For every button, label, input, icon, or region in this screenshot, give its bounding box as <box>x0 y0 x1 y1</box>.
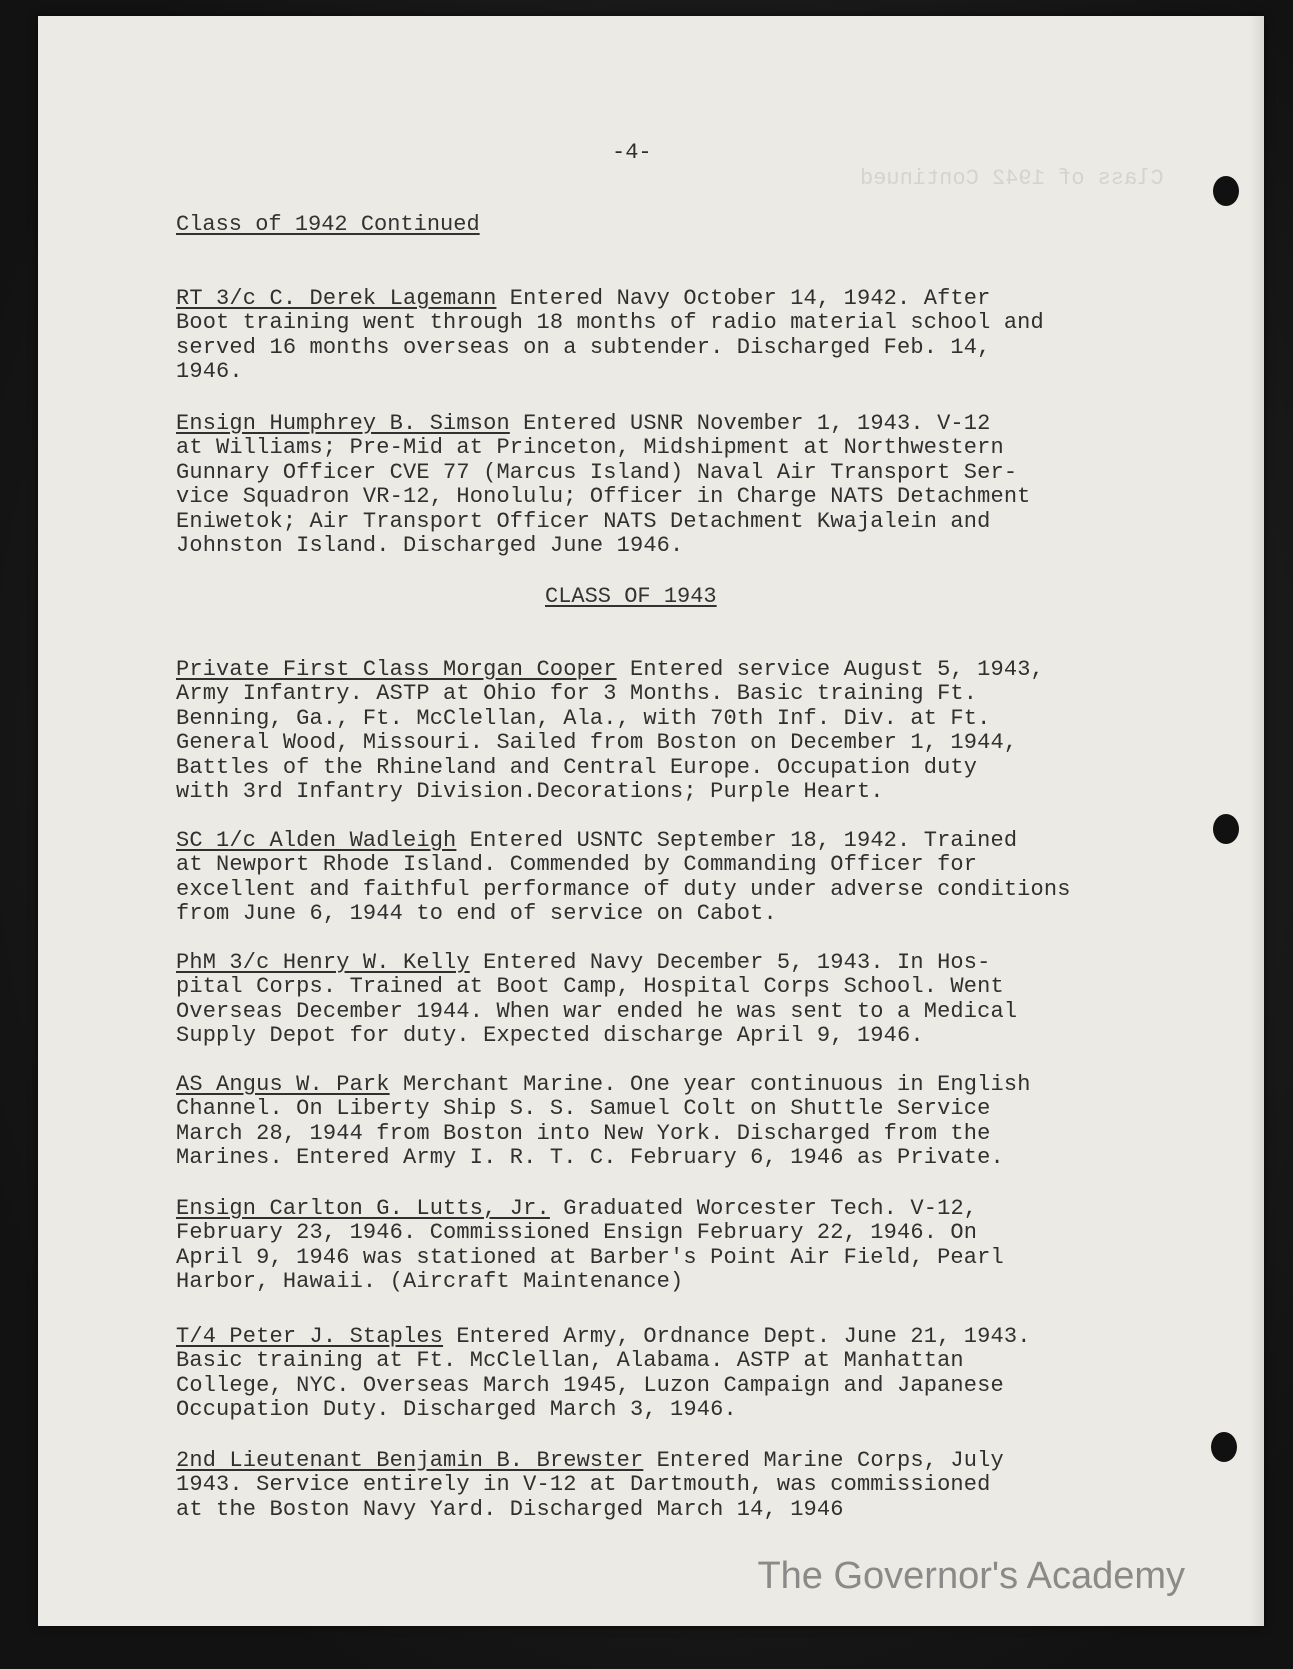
entry-park <box>176 1048 1166 1171</box>
page-number: -4- <box>612 140 652 165</box>
entry-text: Entered Navy October 14, 1942. After Boot training went through 18 months of radio material school and served 16 months overseas on a subtender. Discharged Feb. 14, 1946. <box>176 285 1044 384</box>
punch-hole-bottom <box>1211 1432 1237 1462</box>
entry-name: Ensign Humphrey B. Simson <box>176 410 510 436</box>
entry-name: RT 3/c C. Derek Lagemann <box>176 285 497 311</box>
entry-wadleigh <box>176 804 1166 927</box>
entry-text: Entered Navy December 5, 1943. In Hos- pital Corps. Trained at Boot Camp, Hospital Corps School. Went Overseas December 1944. When war ended he was sent to a Medical Supply Depot for duty. Expected discharge April 9, 1946. <box>176 949 1018 1048</box>
section-heading-1943: CLASS OF 1943 <box>545 584 717 609</box>
entry-name: Ensign Carlton G. Lutts, Jr. <box>176 1195 550 1221</box>
entry-staples <box>176 1300 1166 1423</box>
bleed-through-text: Class of 1942 Continued <box>860 166 1164 191</box>
entry-text: Entered USNTC September 18, 1942. Trained at Newport Rhode Island. Commended by Commanding Officer for excellent and faithful performance of duty under adverse conditions from June 6, 1944 to end of service on Cabot. <box>176 827 1071 926</box>
entry-name: PhM 3/c Henry W. Kelly <box>176 949 470 975</box>
entry-simson <box>176 387 1166 559</box>
entry-name: 2nd Lieutenant Benjamin B. Brewster <box>176 1447 644 1473</box>
entry-text: Graduated Worcester Tech. V-12, February 23, 1946. Commissioned Ensign February 22, 1946. On April 9, 1946 was stationed at Barber's Point Air Field, Pearl Harbor, Hawaii. (Aircraft Maintenance) <box>176 1195 1004 1294</box>
punch-hole-middle <box>1213 814 1239 844</box>
entry-lagemann <box>176 262 1166 385</box>
entry-name: AS Angus W. Park <box>176 1071 390 1097</box>
entry-kelly <box>176 926 1166 1049</box>
entry-text: Entered service August 5, 1943, Army Infantry. ASTP at Ohio for 3 Months. Basic training Ft. Benning, Ga., Ft. McClellan, Ala., with 70th Inf. Div. at Ft. General Wood, Missouri. Sailed from Boston on December 1, 1944, Battles of the Rhineland and Central Europe. Occupation duty with 3rd Infantry Division.Decorations; Purple Heart. <box>176 656 1044 804</box>
entry-brewster <box>176 1424 1166 1522</box>
section-heading-1942-continued: Class of 1942 Continued <box>176 212 480 237</box>
entry-cooper <box>176 633 1166 805</box>
entry-name: SC 1/c Alden Wadleigh <box>176 827 457 853</box>
entry-name: T/4 Peter J. Staples <box>176 1323 444 1349</box>
punch-hole-top <box>1213 176 1239 206</box>
entry-text: Entered Army, Ordnance Dept. June 21, 1943. Basic training at Ft. McClellan, Alabama. ASTP at Manhattan College, NYC. Overseas March 1945, Luzon Campaign and Japanese Occupation Duty. Discharged March 3, 1946. <box>176 1323 1031 1422</box>
entry-name: Private First Class Morgan Cooper <box>176 656 617 682</box>
entry-text: Entered USNR November 1, 1943. V-12 at Williams; Pre-Mid at Princeton, Midshipment at Northwestern Gunnary Officer CVE 77 (Marcus Island) Naval Air Transport Ser- vice Squadron VR-12, Honolulu; Officer in Charge NATS Detachment Eniwetok; Air Transport Officer NATS Detachment Kwajalein and Johnston Island. Discharged June 1946. <box>176 410 1031 558</box>
entry-lutts <box>176 1172 1166 1295</box>
watermark: The Governor's Academy <box>757 1555 1185 1597</box>
entry-text: Entered Marine Corps, July 1943. Service entirely in V-12 at Dartmouth, was commissioned at the Boston Navy Yard. Discharged March 14, 1946 <box>176 1447 1004 1522</box>
entry-text: Merchant Marine. One year continuous in English Channel. On Liberty Ship S. S. Samuel Colt on Shuttle Service March 28, 1944 from Boston into New York. Discharged from the Marines. Entered Army I. R. T. C. February 6, 1946 as Private. <box>176 1071 1031 1170</box>
